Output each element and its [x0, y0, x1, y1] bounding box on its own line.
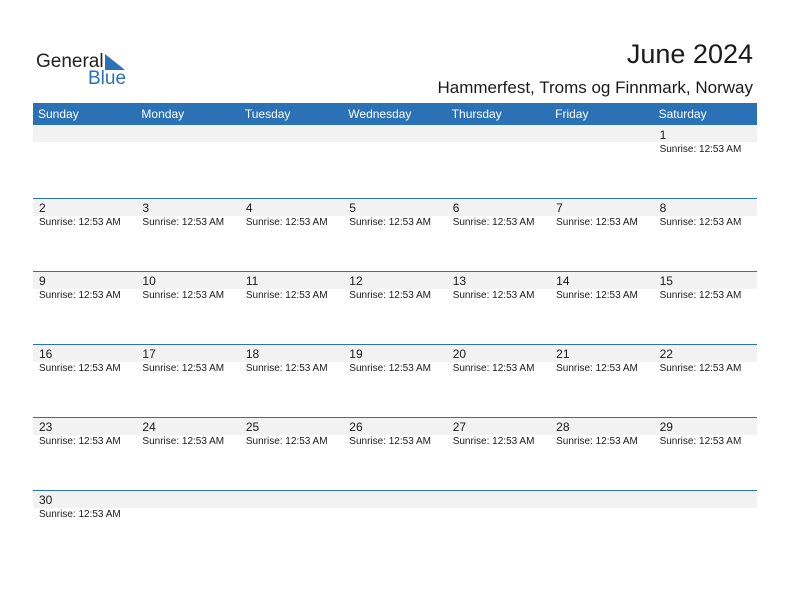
empty-day-cell: [447, 125, 550, 198]
day-cell: [447, 417, 550, 490]
day-number: 4: [245, 201, 253, 215]
day-number: 3: [142, 201, 150, 215]
day-number: 7: [556, 201, 563, 215]
empty-day-cell: [654, 490, 757, 563]
calendar-weeks: [33, 125, 757, 563]
sunrise-time: Sunrise: 12:53 AM: [142, 436, 225, 447]
day-number: 24: [142, 420, 156, 434]
weekday-header-tuesday: Tuesday: [244, 107, 291, 121]
day-cell: [550, 417, 653, 490]
sunrise-time: Sunrise: 12:53 AM: [142, 363, 225, 374]
day-cell: [447, 344, 550, 417]
sunrise-time: Sunrise: 12:53 AM: [659, 290, 742, 301]
week-days-grid: [33, 417, 757, 490]
sunrise-time: Sunrise: 12:53 AM: [142, 217, 225, 228]
day-cell: [240, 344, 343, 417]
sunrise-time: Sunrise: 12:53 AM: [245, 290, 328, 301]
day-cell: [136, 198, 239, 271]
day-cell: [343, 417, 446, 490]
sunrise-time: Sunrise: 12:53 AM: [39, 363, 121, 374]
day-number: 18: [245, 347, 260, 361]
day-cell: [343, 344, 446, 417]
day-cell: [136, 417, 239, 490]
sunrise-time: Sunrise: 12:53 AM: [39, 290, 121, 301]
day-number: 21: [556, 347, 570, 361]
empty-day-cell: [343, 490, 446, 563]
week-days-grid: [33, 490, 757, 563]
day-cell: [33, 417, 136, 490]
sunrise-time: Sunrise: 12:53 AM: [452, 363, 535, 374]
day-number: 30: [39, 493, 53, 507]
day-cell: [240, 417, 343, 490]
day-number: 16: [39, 347, 53, 361]
calendar-week: [33, 198, 757, 271]
day-cell: [654, 271, 757, 344]
day-number: 10: [142, 274, 156, 288]
empty-day-cell: [136, 125, 239, 198]
sunrise-time: Sunrise: 12:53 AM: [659, 436, 742, 447]
calendar-week: [33, 271, 757, 344]
day-cell: [240, 198, 343, 271]
day-cell: [343, 271, 446, 344]
day-cell: [33, 271, 136, 344]
empty-day-cell: [550, 490, 653, 563]
day-number: 5: [349, 201, 356, 215]
sunrise-time: Sunrise: 12:53 AM: [659, 144, 742, 155]
sunrise-time: Sunrise: 12:53 AM: [556, 363, 638, 374]
day-number: 19: [349, 347, 363, 361]
day-number: 12: [349, 274, 363, 288]
day-cell: [654, 198, 757, 271]
generalblue-logo: [36, 52, 136, 92]
weekday-header-monday: Monday: [141, 107, 185, 121]
weekday-header-saturday: Saturday: [658, 107, 707, 121]
day-number: 8: [659, 201, 667, 215]
week-days-grid: [33, 198, 757, 271]
sunrise-time: Sunrise: 12:53 AM: [39, 436, 121, 447]
week-days-grid: [33, 271, 757, 344]
day-cell: [240, 271, 343, 344]
day-number: 11: [245, 274, 259, 288]
sunrise-time: Sunrise: 12:53 AM: [452, 290, 535, 301]
day-number: 27: [452, 420, 467, 434]
sunrise-time: Sunrise: 12:53 AM: [452, 436, 535, 447]
empty-day-cell: [136, 490, 239, 563]
day-number: 9: [39, 274, 46, 288]
sunrise-time: Sunrise: 12:53 AM: [39, 509, 121, 520]
empty-day-cell: [240, 490, 343, 563]
day-cell: [136, 271, 239, 344]
sunrise-time: Sunrise: 12:53 AM: [245, 436, 328, 447]
day-number: 1: [659, 128, 667, 142]
day-cell: [447, 271, 550, 344]
sunrise-time: Sunrise: 12:53 AM: [349, 436, 431, 447]
day-number: 20: [452, 347, 467, 361]
day-cell: [550, 198, 653, 271]
sunrise-time: Sunrise: 12:53 AM: [245, 217, 328, 228]
day-cell: [33, 344, 136, 417]
day-cell: [654, 417, 757, 490]
sunrise-time: Sunrise: 12:53 AM: [556, 217, 638, 228]
day-number: 17: [142, 347, 156, 361]
day-cell: [447, 198, 550, 271]
calendar-week: [33, 417, 757, 490]
day-cell: [343, 198, 446, 271]
calendar-week: [33, 125, 757, 198]
empty-day-cell: [240, 125, 343, 198]
weekday-header-row: [33, 103, 757, 125]
sunrise-time: Sunrise: 12:53 AM: [659, 363, 742, 374]
sunrise-time: Sunrise: 12:53 AM: [659, 217, 742, 228]
empty-day-cell: [343, 125, 446, 198]
sunrise-time: Sunrise: 12:53 AM: [245, 363, 328, 374]
page-title: June 2024: [626, 39, 753, 69]
sunrise-time: Sunrise: 12:53 AM: [349, 290, 431, 301]
day-number: 6: [452, 201, 460, 215]
sunrise-time: Sunrise: 12:53 AM: [452, 217, 535, 228]
location-subtitle: Hammerfest, Troms og Finnmark, Norway: [437, 78, 753, 97]
day-number: 15: [659, 274, 673, 288]
weekday-header-friday: Friday: [555, 107, 589, 121]
day-cell: [654, 344, 757, 417]
weekday-header-thursday: Thursday: [451, 107, 502, 121]
day-cell: [550, 344, 653, 417]
sunrise-time: Sunrise: 12:53 AM: [556, 436, 638, 447]
month-calendar: [33, 103, 757, 563]
weekday-header-sunday: Sunday: [38, 107, 79, 121]
empty-day-cell: [550, 125, 653, 198]
day-number: 22: [659, 347, 673, 361]
sunrise-time: Sunrise: 12:53 AM: [349, 217, 431, 228]
calendar-week: [33, 490, 757, 563]
sunrise-time: Sunrise: 12:53 AM: [142, 290, 225, 301]
day-cell: [136, 344, 239, 417]
logo-text-general: General: [36, 51, 104, 72]
empty-day-cell: [33, 125, 136, 198]
day-cell: [33, 490, 136, 563]
day-cell: [33, 198, 136, 271]
day-cell: [654, 125, 757, 198]
sunrise-time: Sunrise: 12:53 AM: [349, 363, 431, 374]
weekday-header-wednesday: Wednesday: [348, 107, 412, 121]
day-number: 23: [39, 420, 53, 434]
sunrise-time: Sunrise: 12:53 AM: [39, 217, 121, 228]
day-number: 13: [452, 274, 467, 288]
day-number: 2: [39, 201, 46, 215]
calendar-week: [33, 344, 757, 417]
day-number: 29: [659, 420, 673, 434]
day-cell: [550, 271, 653, 344]
empty-day-cell: [447, 490, 550, 563]
day-number: 26: [349, 420, 363, 434]
week-days-grid: [33, 125, 757, 198]
logo-text-blue: Blue: [88, 68, 127, 89]
week-days-grid: [33, 344, 757, 417]
day-number: 25: [245, 420, 260, 434]
sunrise-time: Sunrise: 12:53 AM: [556, 290, 638, 301]
day-number: 14: [556, 274, 570, 288]
day-number: 28: [556, 420, 570, 434]
